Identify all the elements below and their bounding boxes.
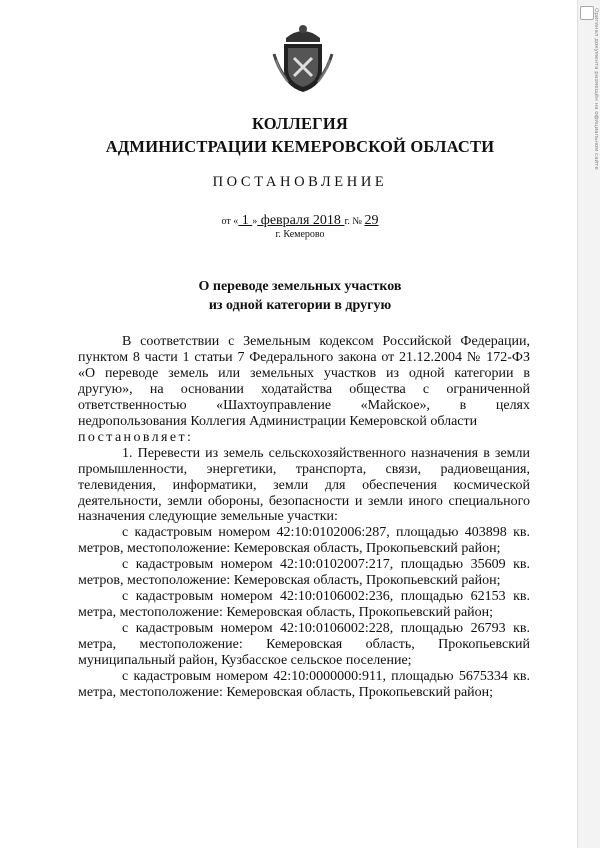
document-number: 29 <box>364 213 379 228</box>
date-year-suffix: г. <box>344 216 350 227</box>
paragraph-parcel-2: с кадастровым номером 42:10:0102007:217, площадью 35609 кв. метров, местоположение: Кемеровская область, Прокопьевский район; <box>78 557 530 589</box>
number-sign: № <box>349 216 365 227</box>
date-from: от « <box>221 216 239 227</box>
sidebar-note: Оригинал документа размещён на официальном сайте <box>593 8 599 170</box>
date-close: » <box>252 216 258 227</box>
date-day: 1 <box>238 213 253 228</box>
paragraph-preamble: В соответствии с Земельным кодексом Российской Федерации, пунктом 8 части 1 статьи 7 Федерального закона от 21.12.2004 № 172-ФЗ «О переводе земель или земельных участков из одной категории в другую», на основании ходатайства общества с ограниченной ответственностью «Шахтоуправление «Майское», в целях недропользования Коллегия Администрации Кемеровской области <box>78 334 530 429</box>
paragraph-parcel-3: с кадастровым номером 42:10:0106002:236, площадью 62153 кв. метра, местоположение: Кемеровская область, Прокопьевский район; <box>78 589 530 621</box>
date-line <box>0 212 600 229</box>
coat-of-arms-icon <box>272 20 334 96</box>
stamp-icon <box>580 6 594 20</box>
authority-title: КОЛЛЕГИЯ <box>251 114 348 133</box>
city: г. Кемерово <box>275 229 325 240</box>
paragraph-item-1: 1. Перевести из земель сельскохозяйственного назначения в земли промышленности, энергетики, транспорта, связи, радиовещания, телевидения, информатики, земли для обеспечения космической деятельности, земли обороны, безопасности и земли иного специального назначения следующие земельные участки: <box>78 445 530 525</box>
document-type: ПОСТАНОВЛЕНИЕ <box>212 174 388 190</box>
paragraph-resolves: постановляет: <box>78 429 194 445</box>
paragraph-parcel-1: с кадастровым номером 42:10:0102006:287, площадью 403898 кв. метров, местоположение: Кемеровская область, Прокопьевский район; <box>78 525 530 557</box>
authority-subtitle: АДМИНИСТРАЦИИ КЕМЕРОВСКОЙ ОБЛАСТИ <box>105 137 495 156</box>
date-month-year: февраля 2018 <box>257 213 345 228</box>
paragraph-parcel-5: с кадастровым номером 42:10:0000000:911, площадью 5675334 кв. метра, местоположение: Кемеровская область, Прокопьевский район; <box>78 669 530 700</box>
document-body <box>78 334 530 701</box>
document-title <box>0 277 600 315</box>
title-line-1: О переводе земельных участков <box>198 279 402 294</box>
paragraph-parcel-4: с кадастровым номером 42:10:0106002:228, площадью 26793 кв. метра, местоположение: Кемеровская область, Прокопьевский муниципальный район, Кузбасское сельское поселение; <box>78 621 530 669</box>
title-line-2: из одной категории в другую <box>208 298 392 313</box>
